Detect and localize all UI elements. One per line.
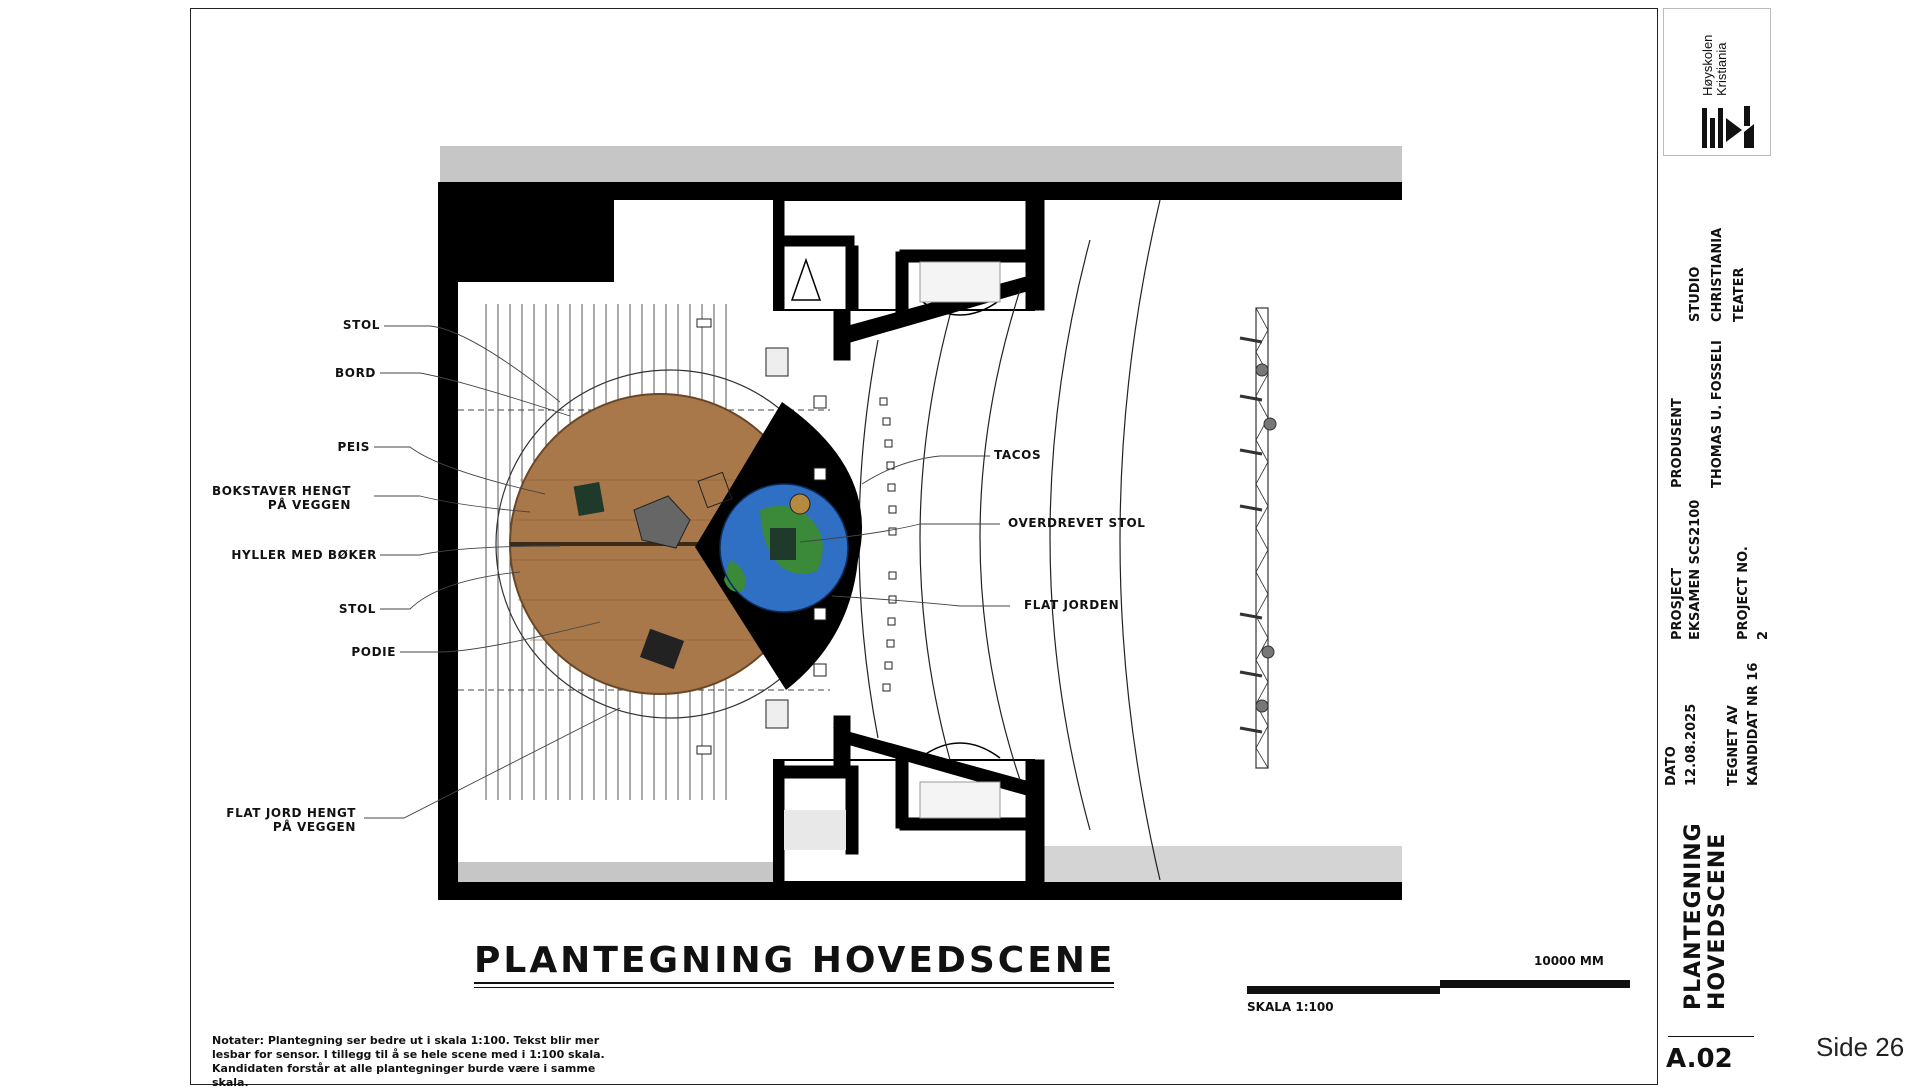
wall-left bbox=[438, 182, 458, 898]
tegnet-value: KANDIDAT NR 16 bbox=[1746, 662, 1761, 786]
label-bokstaver: BOKSTAVER HENGT PÅ VEGGEN bbox=[211, 484, 351, 512]
produsent-name: THOMAS U. FOSSELI bbox=[1710, 340, 1725, 488]
label-podie: PODIE bbox=[351, 645, 396, 659]
stage-edge-markers bbox=[880, 398, 896, 691]
dato-value: 12.08.2025 bbox=[1684, 703, 1699, 786]
page-number: Side 26 bbox=[1816, 1032, 1905, 1062]
stage-structure-top bbox=[774, 200, 1044, 360]
tacos-item bbox=[790, 494, 810, 514]
label-hyller: HYLLER MED BØKER bbox=[231, 548, 377, 562]
studio-name-1: CHRISTIANIA bbox=[1710, 227, 1725, 322]
prosject-name: EKSAMEN SCS2100 bbox=[1688, 499, 1703, 640]
drawing-title: PLANTEGNING HOVEDSCENE bbox=[474, 940, 1116, 981]
produsent-label: PRODUSENT bbox=[1670, 398, 1685, 488]
studio-label: STUDIO bbox=[1688, 266, 1703, 322]
scale-distance: 10000 MM bbox=[1534, 954, 1604, 968]
project-no-label: PROJECT NO. bbox=[1736, 546, 1751, 640]
wall-top bbox=[438, 182, 1402, 200]
title-underline bbox=[474, 982, 1114, 984]
label-tacos: TACOS bbox=[994, 448, 1042, 462]
gray-band-bottom-left bbox=[458, 862, 774, 882]
label-stol-1: STOL bbox=[342, 318, 380, 332]
title-underline-thin bbox=[474, 987, 1114, 988]
scale-bar bbox=[1247, 980, 1630, 994]
sheet-number: A.02 bbox=[1666, 1044, 1733, 1074]
sheet-title-1: PLANTEGNING bbox=[1681, 822, 1706, 1010]
wall-bottom bbox=[438, 882, 1402, 900]
studio-name-2: TEATER bbox=[1732, 267, 1747, 322]
label-flat-jorden: FLAT JORDEN bbox=[1024, 598, 1120, 612]
stage-structure-bottom bbox=[774, 716, 1044, 882]
label-flat-jord: FLAT JORD HENGT PÅ VEGGEN bbox=[226, 806, 356, 834]
drawing-notes: Notater: Plantegning ser bedre ut i skala 1:100. Tekst blir mer lesbar for sensor. I tillegg til å se hele scene med i 1:100 skala. Kandidaten forstår at alle plantegninger burde være i samme skala. bbox=[212, 1034, 605, 1089]
sheet-no-divider bbox=[1668, 1036, 1754, 1037]
sheet-title-2: HOVEDSCENE bbox=[1705, 832, 1730, 1010]
label-overdrevet-stol: OVERDREVET STOL bbox=[1008, 516, 1146, 530]
label-peis: PEIS bbox=[337, 440, 370, 454]
gray-band-top bbox=[440, 146, 1402, 182]
logo-text-2: Kristiania bbox=[1714, 42, 1729, 96]
gray-band-bottom-right bbox=[1040, 846, 1402, 882]
wall-block-topleft bbox=[458, 200, 614, 282]
green-chair bbox=[770, 528, 796, 560]
truss bbox=[1240, 308, 1276, 768]
logo-text-1: Høyskolen bbox=[1700, 34, 1715, 96]
dato-label: DATO bbox=[1664, 746, 1679, 786]
project-no: 2 bbox=[1756, 630, 1771, 640]
tegnet-label: TEGNET AV bbox=[1726, 705, 1741, 786]
label-stol-2: STOL bbox=[338, 602, 376, 616]
prosject-label: PROSJECT bbox=[1670, 567, 1685, 640]
green-table bbox=[574, 482, 605, 516]
label-bord: BORD bbox=[335, 366, 376, 380]
scale-label: SKALA 1:100 bbox=[1247, 1000, 1334, 1014]
